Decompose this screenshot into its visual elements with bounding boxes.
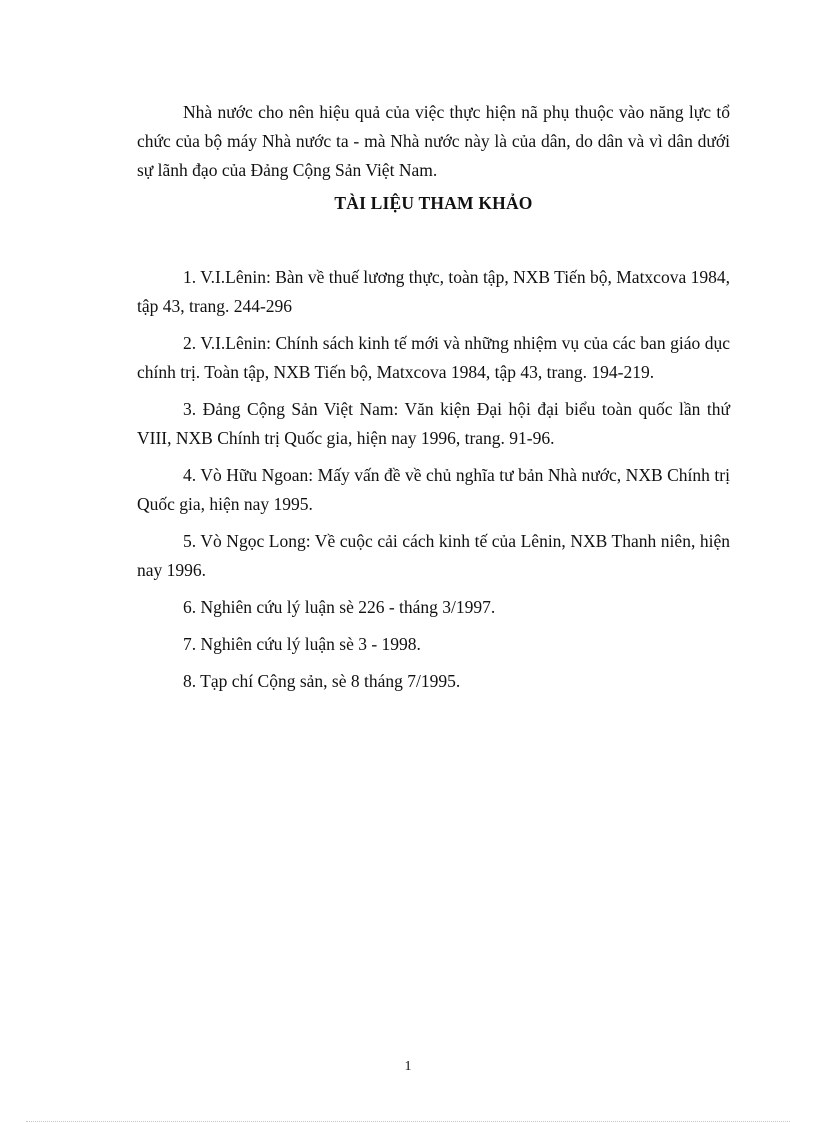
reference-item: 2. V.I.Lênin: Chính sách kinh tế mới và những nhiệm vụ của các ban giáo dục chính trị. Toàn tập, NXB Tiến bộ, Matxcova 1984, tập 43, trang. 194-219. [137,333,730,382]
intro-paragraph: Nhà nước cho nên hiệu quả của việc thực hiện nã phụ thuộc vào năng lực tổ chức của bộ máy Nhà nước ta - mà Nhà nước này là của dân, do dân và vì dân dưới sự lãnh đạo của Đảng Cộng Sản Việt Nam. [137,102,730,180]
reference-item: 3. Đảng Cộng Sản Việt Nam: Văn kiện Đại hội đại biểu toàn quốc lần thứ VIII, NXB Chính trị Quốc gia, hiện nay 1996, trang. 91-96. [137,399,730,448]
reference-item: 1. V.I.Lênin: Bàn về thuế lương thực, toàn tập, NXB Tiến bộ, Matxcova 1984, tập 43, trang. 244-296 [137,267,730,316]
references-list [137,263,730,704]
reference-item: 8. Tạp chí Cộng sản, sè 8 tháng 7/1995. [183,671,461,691]
reference-item: 5. Vò Ngọc Long: Về cuộc cải cách kinh tế của Lênin, NXB Thanh niên, hiện nay 1996. [137,531,730,580]
page-number: 1 [404,1059,412,1074]
page-bottom-divider [26,1121,790,1122]
reference-item: 4. Vò Hữu Ngoan: Mấy vấn đề về chủ nghĩa tư bản Nhà nước, NXB Chính trị Quốc gia, hiện nay 1995. [137,465,730,514]
intro-section [137,98,730,185]
reference-item: 6. Nghiên cứu lý luận sè 226 - tháng 3/1997. [183,597,496,617]
references-heading: TÀI LIỆU THAM KHẢO [334,193,533,213]
reference-item: 7. Nghiên cứu lý luận sè 3 - 1998. [183,634,421,654]
